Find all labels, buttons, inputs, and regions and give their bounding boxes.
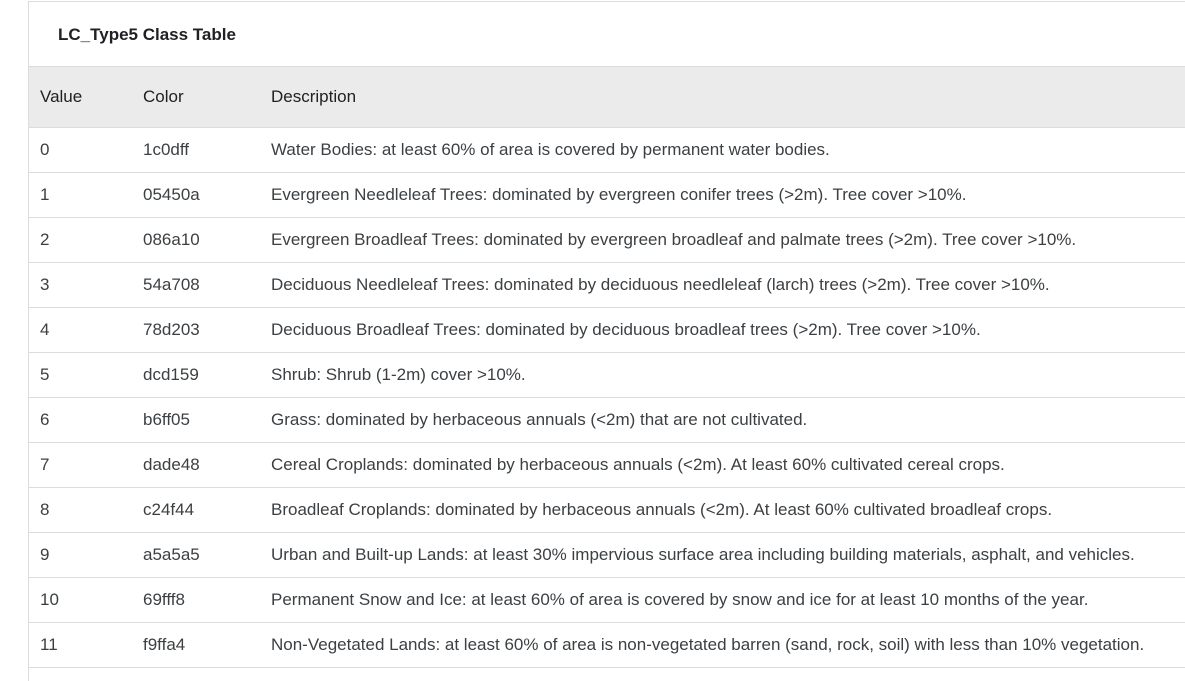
cell-value: 4 xyxy=(29,307,132,352)
table-row xyxy=(29,217,1185,262)
cell-value: 10 xyxy=(29,577,132,622)
cell-color: dade48 xyxy=(132,442,260,487)
cell-color: c24f44 xyxy=(132,487,260,532)
cell-description: Non-Vegetated Lands: at least 60% of area is non-vegetated barren (sand, rock, soil) with less than 10% vegetation. xyxy=(260,622,1185,667)
cell-color: 78d203 xyxy=(132,307,260,352)
cell-value: 9 xyxy=(29,532,132,577)
table-header xyxy=(29,67,1185,127)
table-row xyxy=(29,262,1185,307)
header-value: Value xyxy=(29,67,132,127)
table-row xyxy=(29,397,1185,442)
cell-description: Water Bodies: at least 60% of area is covered by permanent water bodies. xyxy=(260,127,1185,172)
cell-value: 3 xyxy=(29,262,132,307)
cell-value: 5 xyxy=(29,352,132,397)
cell-value: 7 xyxy=(29,442,132,487)
header-color: Color xyxy=(132,67,260,127)
cell-value: 0 xyxy=(29,127,132,172)
cell-color: b6ff05 xyxy=(132,397,260,442)
cell-description: Shrub: Shrub (1-2m) cover >10%. xyxy=(260,352,1185,397)
class-table xyxy=(29,67,1185,668)
cell-description: Permanent Snow and Ice: at least 60% of area is covered by snow and ice for at least 10 months of the year. xyxy=(260,577,1185,622)
table-row xyxy=(29,487,1185,532)
cell-color: 54a708 xyxy=(132,262,260,307)
cell-color: a5a5a5 xyxy=(132,532,260,577)
cell-color: 1c0dff xyxy=(132,127,260,172)
cell-value: 8 xyxy=(29,487,132,532)
table-row xyxy=(29,127,1185,172)
table-body xyxy=(29,127,1185,667)
cell-value: 2 xyxy=(29,217,132,262)
cell-color: f9ffa4 xyxy=(132,622,260,667)
table-row xyxy=(29,307,1185,352)
cell-description: Broadleaf Croplands: dominated by herbaceous annuals (<2m). At least 60% cultivated broadleaf crops. xyxy=(260,487,1185,532)
cell-color: dcd159 xyxy=(132,352,260,397)
class-table-card xyxy=(28,1,1185,681)
header-description: Description xyxy=(260,67,1185,127)
table-row xyxy=(29,532,1185,577)
cell-description: Cereal Croplands: dominated by herbaceous annuals (<2m). At least 60% cultivated cereal crops. xyxy=(260,442,1185,487)
cell-description: Grass: dominated by herbaceous annuals (<2m) that are not cultivated. xyxy=(260,397,1185,442)
cell-value: 1 xyxy=(29,172,132,217)
cell-value: 11 xyxy=(29,622,132,667)
cell-color: 086a10 xyxy=(132,217,260,262)
table-row xyxy=(29,577,1185,622)
table-row xyxy=(29,172,1185,217)
cell-description: Deciduous Needleleaf Trees: dominated by deciduous needleleaf (larch) trees (>2m). Tree cover >10%. xyxy=(260,262,1185,307)
table-row xyxy=(29,352,1185,397)
cell-color: 05450a xyxy=(132,172,260,217)
cell-color: 69fff8 xyxy=(132,577,260,622)
table-title: LC_Type5 Class Table xyxy=(29,2,1185,67)
table-row xyxy=(29,442,1185,487)
cell-description: Deciduous Broadleaf Trees: dominated by deciduous broadleaf trees (>2m). Tree cover >10%. xyxy=(260,307,1185,352)
cell-description: Evergreen Broadleaf Trees: dominated by evergreen broadleaf and palmate trees (>2m). Tree cover >10%. xyxy=(260,217,1185,262)
header-row xyxy=(29,67,1185,127)
table-row xyxy=(29,622,1185,667)
cell-value: 6 xyxy=(29,397,132,442)
cell-description: Evergreen Needleleaf Trees: dominated by evergreen conifer trees (>2m). Tree cover >10%. xyxy=(260,172,1185,217)
cell-description: Urban and Built-up Lands: at least 30% impervious surface area including building materials, asphalt, and vehicles. xyxy=(260,532,1185,577)
